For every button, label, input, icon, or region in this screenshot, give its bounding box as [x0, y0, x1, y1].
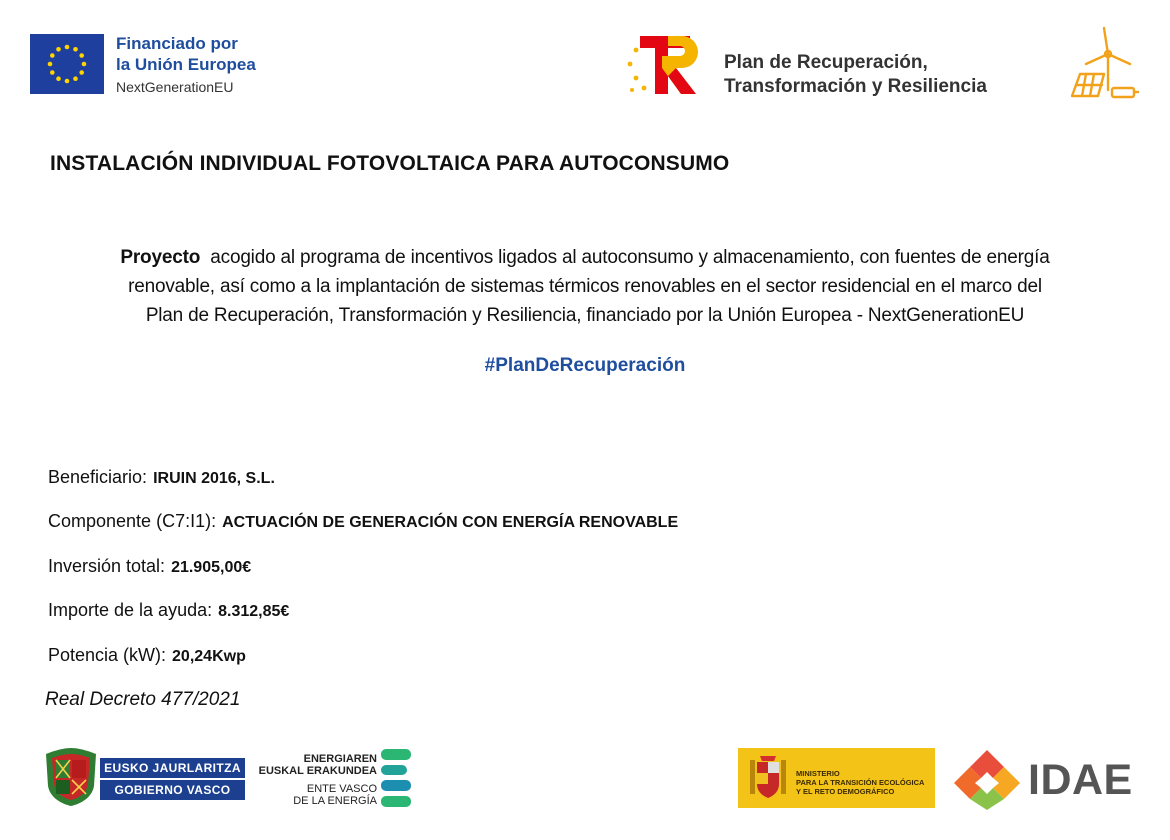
field-value: 20,24Kwp — [172, 648, 246, 665]
description-line-2: renovable, así como a la implantación de sistemas térmicos renovables en el sector residencial en el marco del — [128, 276, 1042, 297]
eve-e-mark-icon — [381, 749, 413, 807]
ministerio-line-3: Y EL RETO DEMOGRÁFICO — [796, 787, 895, 796]
prtr-tr-logo — [624, 30, 710, 98]
field-potencia — [48, 645, 246, 666]
idae-wordmark: IDAE — [1028, 756, 1133, 804]
ente-vasco-energia-logo — [253, 749, 423, 809]
prtr-line-1: Plan de Recuperación, — [724, 52, 928, 73]
prtr-title — [724, 51, 987, 99]
description-line-1-text: acogido al programa de incentivos ligados al autoconsumo y almacenamiento, con fuentes de energía — [210, 247, 1050, 268]
eve-line-3: ENTE VASCO — [306, 783, 377, 795]
ente-vasco-text — [259, 753, 377, 807]
gobierno-vasco-logo — [42, 746, 245, 806]
spain-coat-of-arms-icon — [748, 756, 788, 802]
eve-line-1: ENERGIAREN — [303, 753, 377, 765]
field-value: ACTUACIÓN DE GENERACIÓN CON ENERGÍA RENOVABLE — [222, 514, 679, 531]
field-beneficiario — [48, 467, 275, 488]
eu-line-2: la Unión Europea — [116, 55, 256, 74]
field-label: Importe de la ayuda: — [48, 600, 213, 620]
description-line-1 — [40, 243, 1130, 272]
field-ayuda — [48, 600, 289, 621]
gv-line-2: GOBIERNO VASCO — [100, 780, 245, 800]
ministerio-line-2: PARA LA TRANSICIÓN ECOLÓGICA — [796, 778, 925, 787]
field-inversion — [48, 556, 251, 577]
wind-solar-icon — [1064, 24, 1144, 106]
field-label: Potencia (kW): — [48, 645, 167, 665]
field-label: Inversión total: — [48, 556, 166, 576]
eu-line-1: Financiado por — [116, 34, 238, 53]
field-value: 8.312,85€ — [218, 603, 290, 620]
basque-crest-icon — [42, 746, 100, 806]
hashtag: #PlanDeRecuperación — [484, 355, 686, 376]
gv-line-1: EUSKO JAURLARITZA — [100, 758, 245, 778]
prtr-line-2: Transformación y Resiliencia — [724, 76, 987, 97]
project-description — [40, 243, 1130, 330]
eve-line-4: DE LA ENERGÍA — [293, 795, 377, 807]
eu-stars-icon — [30, 34, 104, 94]
idae-logo — [952, 748, 1148, 812]
description-line-3: Plan de Recuperación, Transformación y Resiliencia, financiado por la Unión Europea - NextGenerationEU — [145, 305, 1025, 326]
description-lead: Proyecto — [120, 247, 201, 268]
page-title: INSTALACIÓN INDIVIDUAL FOTOVOLTAICA PARA AUTOCONSUMO — [50, 152, 730, 175]
eve-line-2: EUSKAL ERAKUNDEA — [258, 765, 377, 777]
ministerio-logo — [738, 748, 935, 808]
field-label: Beneficiario: — [48, 467, 148, 487]
field-value: 21.905,00€ — [171, 559, 252, 576]
ministerio-text — [796, 769, 924, 796]
field-label: Componente (C7:I1): — [48, 511, 217, 531]
eu-flag-logo — [30, 34, 104, 94]
field-value: IRUIN 2016, S.L. — [153, 470, 275, 487]
idae-diamond-icon — [952, 748, 1022, 812]
eu-funding-text — [116, 33, 256, 98]
gobierno-vasco-band — [100, 758, 245, 802]
ministerio-line-1: MINISTERIO — [796, 769, 840, 778]
eu-line-3: NextGenerationEU — [116, 79, 234, 95]
field-componente — [48, 511, 678, 532]
decree-reference: Real Decreto 477/2021 — [45, 689, 241, 710]
